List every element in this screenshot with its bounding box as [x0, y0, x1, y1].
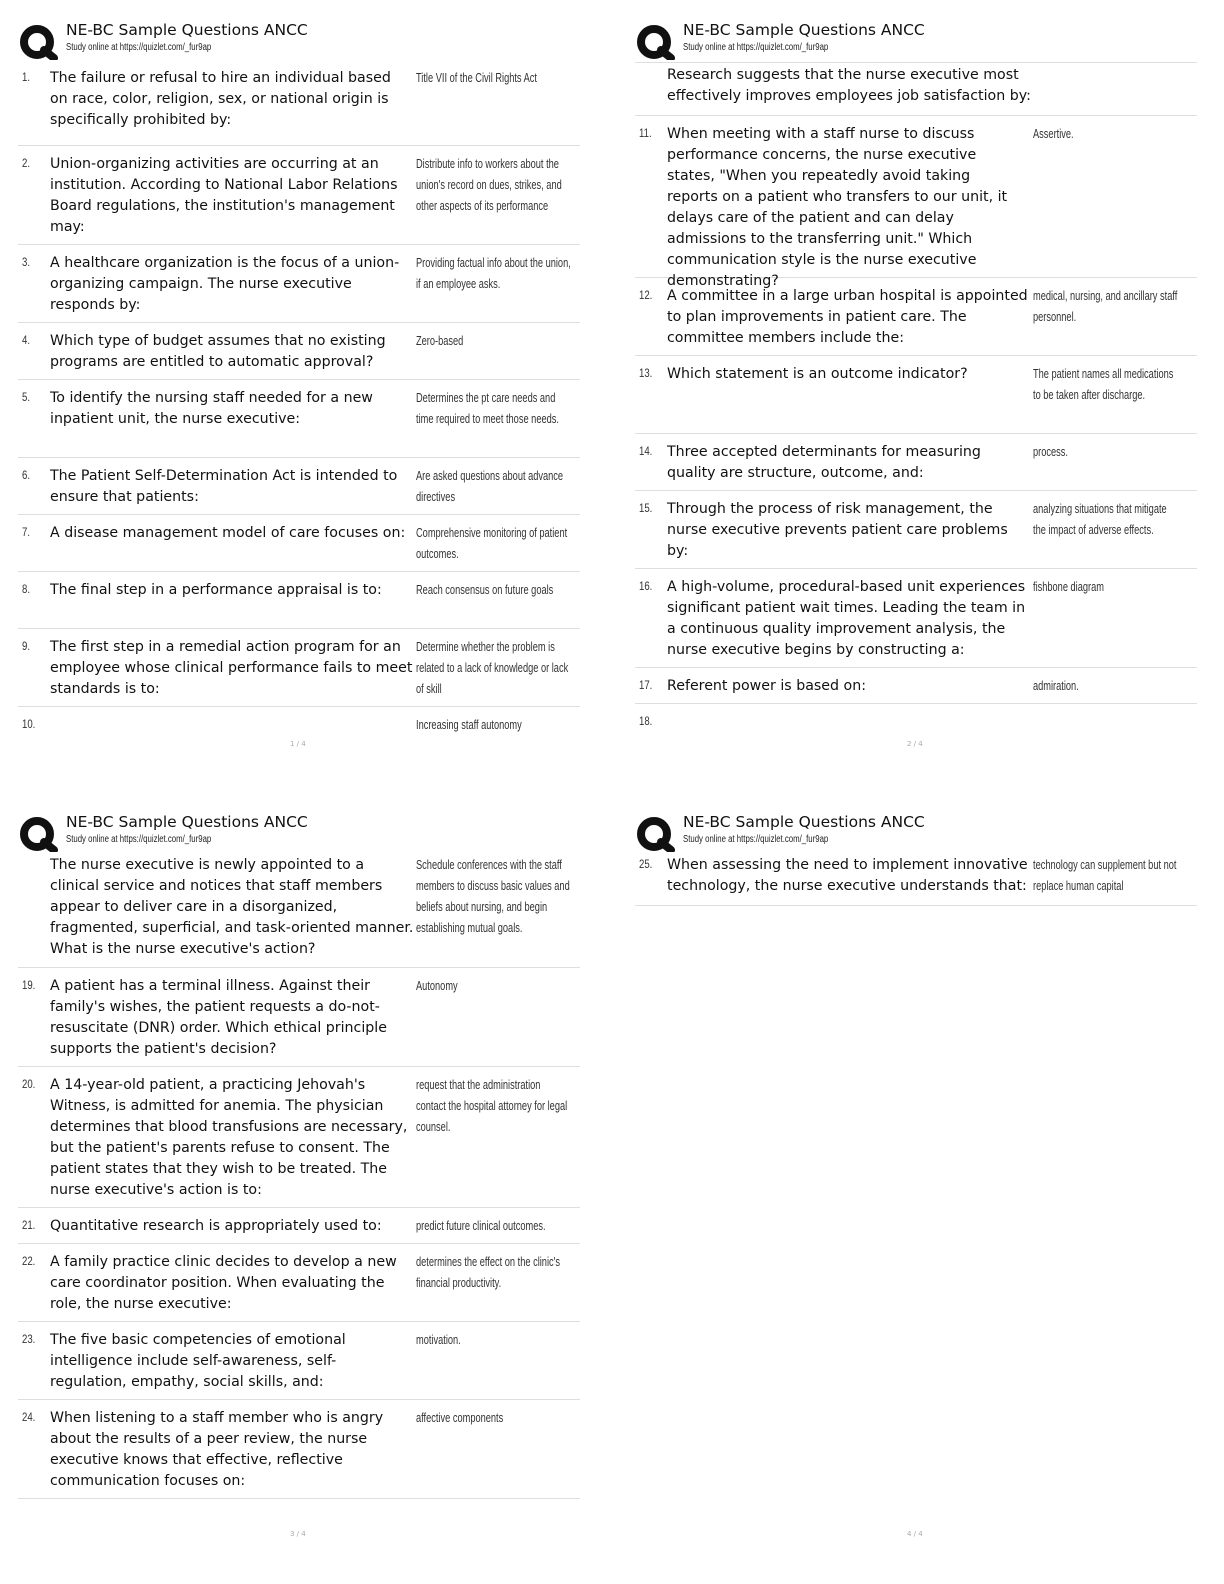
- answer-text: Title VII of the Civil Rights Act: [416, 71, 537, 85]
- page-4: [635, 812, 1215, 1538]
- question-text: A committee in a large urban hospital is appointed to plan improvements in patient care. The committee members include the:: [667, 288, 1028, 346]
- question-row: 3. A healthcare organization is the focus of a union-organizing campaign. The nurse executive responds by: Providing factual info about the union, if an employee asks.: [18, 245, 580, 323]
- question-text: Quantitative research is appropriately used to:: [50, 1218, 382, 1234]
- question-row: 15. Through the process of risk management, the nurse executive prevents patient care problems by: analyzing situations that mitigate the impact of adverse effects.: [635, 491, 1197, 569]
- answer-text: determines the effect on the clinic's financial productivity.: [416, 1255, 561, 1290]
- page-number: 3 / 4: [290, 1530, 306, 1538]
- answer-text: Comprehensive monitoring of patient outcomes.: [416, 526, 568, 561]
- study-online-link[interactable]: Study online at https://quizlet.com/_fur9ap: [66, 42, 212, 53]
- page-1: [18, 20, 598, 748]
- answer-text: Zero-based: [416, 334, 464, 348]
- answer-text: Are asked questions about advance directives: [416, 469, 564, 504]
- quizlet-logo-icon: [635, 24, 675, 60]
- question-row: 22. A family practice clinic decides to develop a new care coordinator position. When evaluating the role, the nurse executive: determines the effect on the clinic's financial productivity.: [18, 1244, 580, 1322]
- question-row: 12. A committee in a large urban hospital is appointed to plan improvements in patient care. The committee members include the: medical, nursing, and ancillary staff personnel.: [635, 278, 1197, 356]
- answer-text: Schedule conferences with the staff members to discuss basic values and beliefs about nursing, and begin establishing mutual goals.: [416, 858, 570, 935]
- study-online-link[interactable]: Study online at https://quizlet.com/_fur9ap: [66, 834, 212, 845]
- page-header: [635, 812, 1215, 856]
- answer-text: motivation.: [416, 1333, 461, 1347]
- question-text: Which statement is an outcome indicator?: [667, 366, 968, 382]
- question-text: When meeting with a staff nurse to discuss performance concerns, the nurse executive states, "When you repeatedly avoid taking reports on a patient who transfers to our unit, it delays care of the patient and can delay admissions to the transferring unit." Which communication style is the nurse executive demonstrating?: [667, 126, 1008, 289]
- question-text: When assessing the need to implement innovative technology, the nurse executive understands that:: [667, 857, 1028, 894]
- page-title: NE-BC Sample Questions ANCC: [683, 813, 925, 831]
- question-text: The five basic competencies of emotional intelligence include self-awareness, self-regulation, empathy, social skills, and:: [50, 1332, 346, 1390]
- page-number: 4 / 4: [907, 1530, 923, 1538]
- answer-text: affective components: [416, 1411, 504, 1425]
- question-text: The first step in a remedial action program for an employee whose clinical performance fails to meet standards is to:: [50, 639, 413, 697]
- question-text: Referent power is based on:: [667, 678, 866, 694]
- question-text: A healthcare organization is the focus of a union-organizing campaign. The nurse executive responds by:: [50, 255, 400, 313]
- question-row: [635, 62, 1197, 116]
- answer-text: request that the administration contact the hospital attorney for legal counsel.: [416, 1078, 568, 1134]
- quizlet-logo-icon: [635, 816, 675, 852]
- answer-text: fishbone diagram: [1033, 580, 1104, 594]
- study-online-link[interactable]: Study online at https://quizlet.com/_fur9ap: [683, 42, 829, 53]
- page-header: [18, 812, 598, 856]
- study-online-link[interactable]: Study online at https://quizlet.com/_fur9ap: [683, 834, 829, 845]
- question-row: 4. Which type of budget assumes that no existing programs are entitled to automatic approval? Zero-based: [18, 323, 580, 380]
- answer-text: Determine whether the problem is related to a lack of knowledge or lack of skill: [416, 640, 569, 696]
- question-row: 24. When listening to a staff member who is angry about the results of a peer review, the nurse executive knows that effective, reflective communication focuses on: affective components: [18, 1400, 580, 1499]
- question-row: 7. A disease management model of care focuses on: Comprehensive monitoring of patient outcomes.: [18, 515, 580, 572]
- question-text: The Patient Self-Determination Act is intended to ensure that patients:: [50, 468, 398, 505]
- question-row: 17. Referent power is based on: admiration.: [635, 668, 1197, 704]
- answer-text: The patient names all medications to be taken after discharge.: [1033, 367, 1174, 402]
- question-text: A patient has a terminal illness. Against their family's wishes, the patient requests a do-not-resuscitate (DNR) order. Which ethical principle supports the patient's decision?: [50, 978, 387, 1057]
- question-row: 14. Three accepted determinants for measuring quality are structure, outcome, and: process.: [635, 434, 1197, 491]
- question-row: 21. Quantitative research is appropriately used to: predict future clinical outcomes.: [18, 1208, 580, 1244]
- page-header: [635, 20, 1215, 64]
- question-text: The failure or refusal to hire an individual based on race, color, religion, sex, or national origin is specifically prohibited by:: [50, 70, 391, 128]
- question-text: Three accepted determinants for measuring quality are structure, outcome, and:: [667, 444, 981, 481]
- question-row: 16. A high-volume, procedural-based unit experiences significant patient wait times. Leading the team in a continuous quality improvement analysis, the nurse executive begins by constructing a: fishbone diagram: [635, 569, 1197, 668]
- question-text: To identify the nursing staff needed for a new inpatient unit, the nurse executive:: [50, 390, 373, 427]
- question-row: 10. Increasing staff autonomy: [18, 707, 580, 743]
- question-text: Union-organizing activities are occurring at an institution. According to National Labor Relations Board regulations, the institution's management may:: [50, 156, 398, 235]
- question-text: Research suggests that the nurse executive most effectively improves employees job satisfaction by:: [667, 67, 1031, 104]
- question-text: A disease management model of care focuses on:: [50, 525, 406, 541]
- answer-text: Autonomy: [416, 979, 458, 993]
- page-3: [18, 812, 598, 1538]
- answer-text: Providing factual info about the union, if an employee asks.: [416, 256, 571, 291]
- page-number: 2 / 4: [907, 740, 923, 748]
- answer-text: predict future clinical outcomes.: [416, 1219, 546, 1233]
- question-text: Through the process of risk management, the nurse executive prevents patient care problems by:: [667, 501, 1008, 559]
- question-text: Which type of budget assumes that no existing programs are entitled to automatic approval?: [50, 333, 386, 370]
- question-text: The final step in a performance appraisal is to:: [50, 582, 382, 598]
- question-text: A 14-year-old patient, a practicing Jehovah's Witness, is admitted for anemia. The physician determines that blood transfusions are necessary, but the patient's parents refuse to consent. The patient states that they wish to be treated. The nurse executive's action is to:: [50, 1077, 408, 1198]
- question-row: 25. When assessing the need to implement innovative technology, the nurse executive understands that: technology can supplement but not replace human capital: [635, 854, 1197, 906]
- page-title: NE-BC Sample Questions ANCC: [66, 21, 308, 39]
- answer-text: analyzing situations that mitigate the impact of adverse effects.: [1033, 502, 1167, 537]
- answer-text: technology can supplement but not replace human capital: [1033, 858, 1177, 893]
- page-number: 1 / 4: [290, 740, 306, 748]
- question-row: 6. The Patient Self-Determination Act is intended to ensure that patients: Are asked questions about advance directives: [18, 458, 580, 515]
- quizlet-logo-icon: [18, 816, 58, 852]
- question-row: 11. When meeting with a staff nurse to discuss performance concerns, the nurse executive states, "When you repeatedly avoid taking reports on a patient who transfers to our unit, it delays care of the patient and can delay admissions to the transferring unit." Which communication style is the nurse executive demonstrating? Assertive.: [635, 116, 1197, 278]
- question-text: The nurse executive is newly appointed to a clinical service and notices that staff members appear to deliver care in a disorganized, fragmented, superficial, and task-oriented manner. What is the nurse executive's action?: [50, 857, 414, 957]
- answer-text: medical, nursing, and ancillary staff personnel.: [1033, 289, 1178, 324]
- answer-text: Distribute info to workers about the union's record on dues, strikes, and other aspects of its performance: [416, 157, 562, 213]
- page-2: [635, 20, 1215, 748]
- question-row: 8. The final step in a performance appraisal is to: Reach consensus on future goals: [18, 572, 580, 629]
- question-text: A high-volume, procedural-based unit experiences significant patient wait times. Leading the team in a continuous quality improvement analysis, the nurse executive begins by constructing a:: [667, 579, 1026, 658]
- page-title: NE-BC Sample Questions ANCC: [683, 21, 925, 39]
- question-row: 18.: [639, 714, 653, 728]
- question-row: 13. Which statement is an outcome indicator? The patient names all medications to be taken after discharge.: [635, 356, 1197, 434]
- answer-text: Reach consensus on future goals: [416, 583, 554, 597]
- question-text: A family practice clinic decides to develop a new care coordinator position. When evaluating the role, the nurse executive:: [50, 1254, 397, 1312]
- question-row: 5. To identify the nursing staff needed for a new inpatient unit, the nurse executive: Determines the pt care needs and time required to meet those needs.: [18, 380, 580, 458]
- question-row: 19. A patient has a terminal illness. Against their family's wishes, the patient requests a do-not-resuscitate (DNR) order. Which ethical principle supports the patient's decision? Autonomy: [18, 968, 580, 1067]
- page-header: [18, 20, 598, 64]
- question-row: 23. The five basic competencies of emotional intelligence include self-awareness, self-regulation, empathy, social skills, and: motivation.: [18, 1322, 580, 1400]
- question-text: When listening to a staff member who is angry about the results of a peer review, the nurse executive knows that effective, reflective communication focuses on:: [50, 1410, 384, 1489]
- answer-text: process.: [1033, 445, 1068, 459]
- page-title: NE-BC Sample Questions ANCC: [66, 813, 308, 831]
- question-row: [18, 854, 580, 968]
- question-row: 20. A 14-year-old patient, a practicing Jehovah's Witness, is admitted for anemia. The physician determines that blood transfusions are necessary, but the patient's parents refuse to consent. The patient states that they wish to be treated. The nurse executive's action is to: request that the administration contact the hospital attorney for legal counsel.: [18, 1067, 580, 1208]
- answer-text: Increasing staff autonomy: [416, 718, 522, 732]
- answer-text: admiration.: [1033, 679, 1079, 693]
- question-row: 1. The failure or refusal to hire an individual based on race, color, religion, sex, or national origin is specifically prohibited by: Title VII of the Civil Rights Act: [18, 66, 580, 146]
- answer-text: Determines the pt care needs and time required to meet those needs.: [416, 391, 559, 426]
- question-row: 2. Union-organizing activities are occurring at an institution. According to National Labor Relations Board regulations, the institution's management may: Distribute info to workers about the union's record on dues, strikes, and other aspects of its performance: [18, 146, 580, 245]
- quizlet-logo-icon: [18, 24, 58, 60]
- question-row: 9. The first step in a remedial action program for an employee whose clinical performance fails to meet standards is to: Determine whether the problem is related to a lack of knowledge or lack of skill: [18, 629, 580, 707]
- answer-text: Assertive.: [1033, 127, 1074, 141]
